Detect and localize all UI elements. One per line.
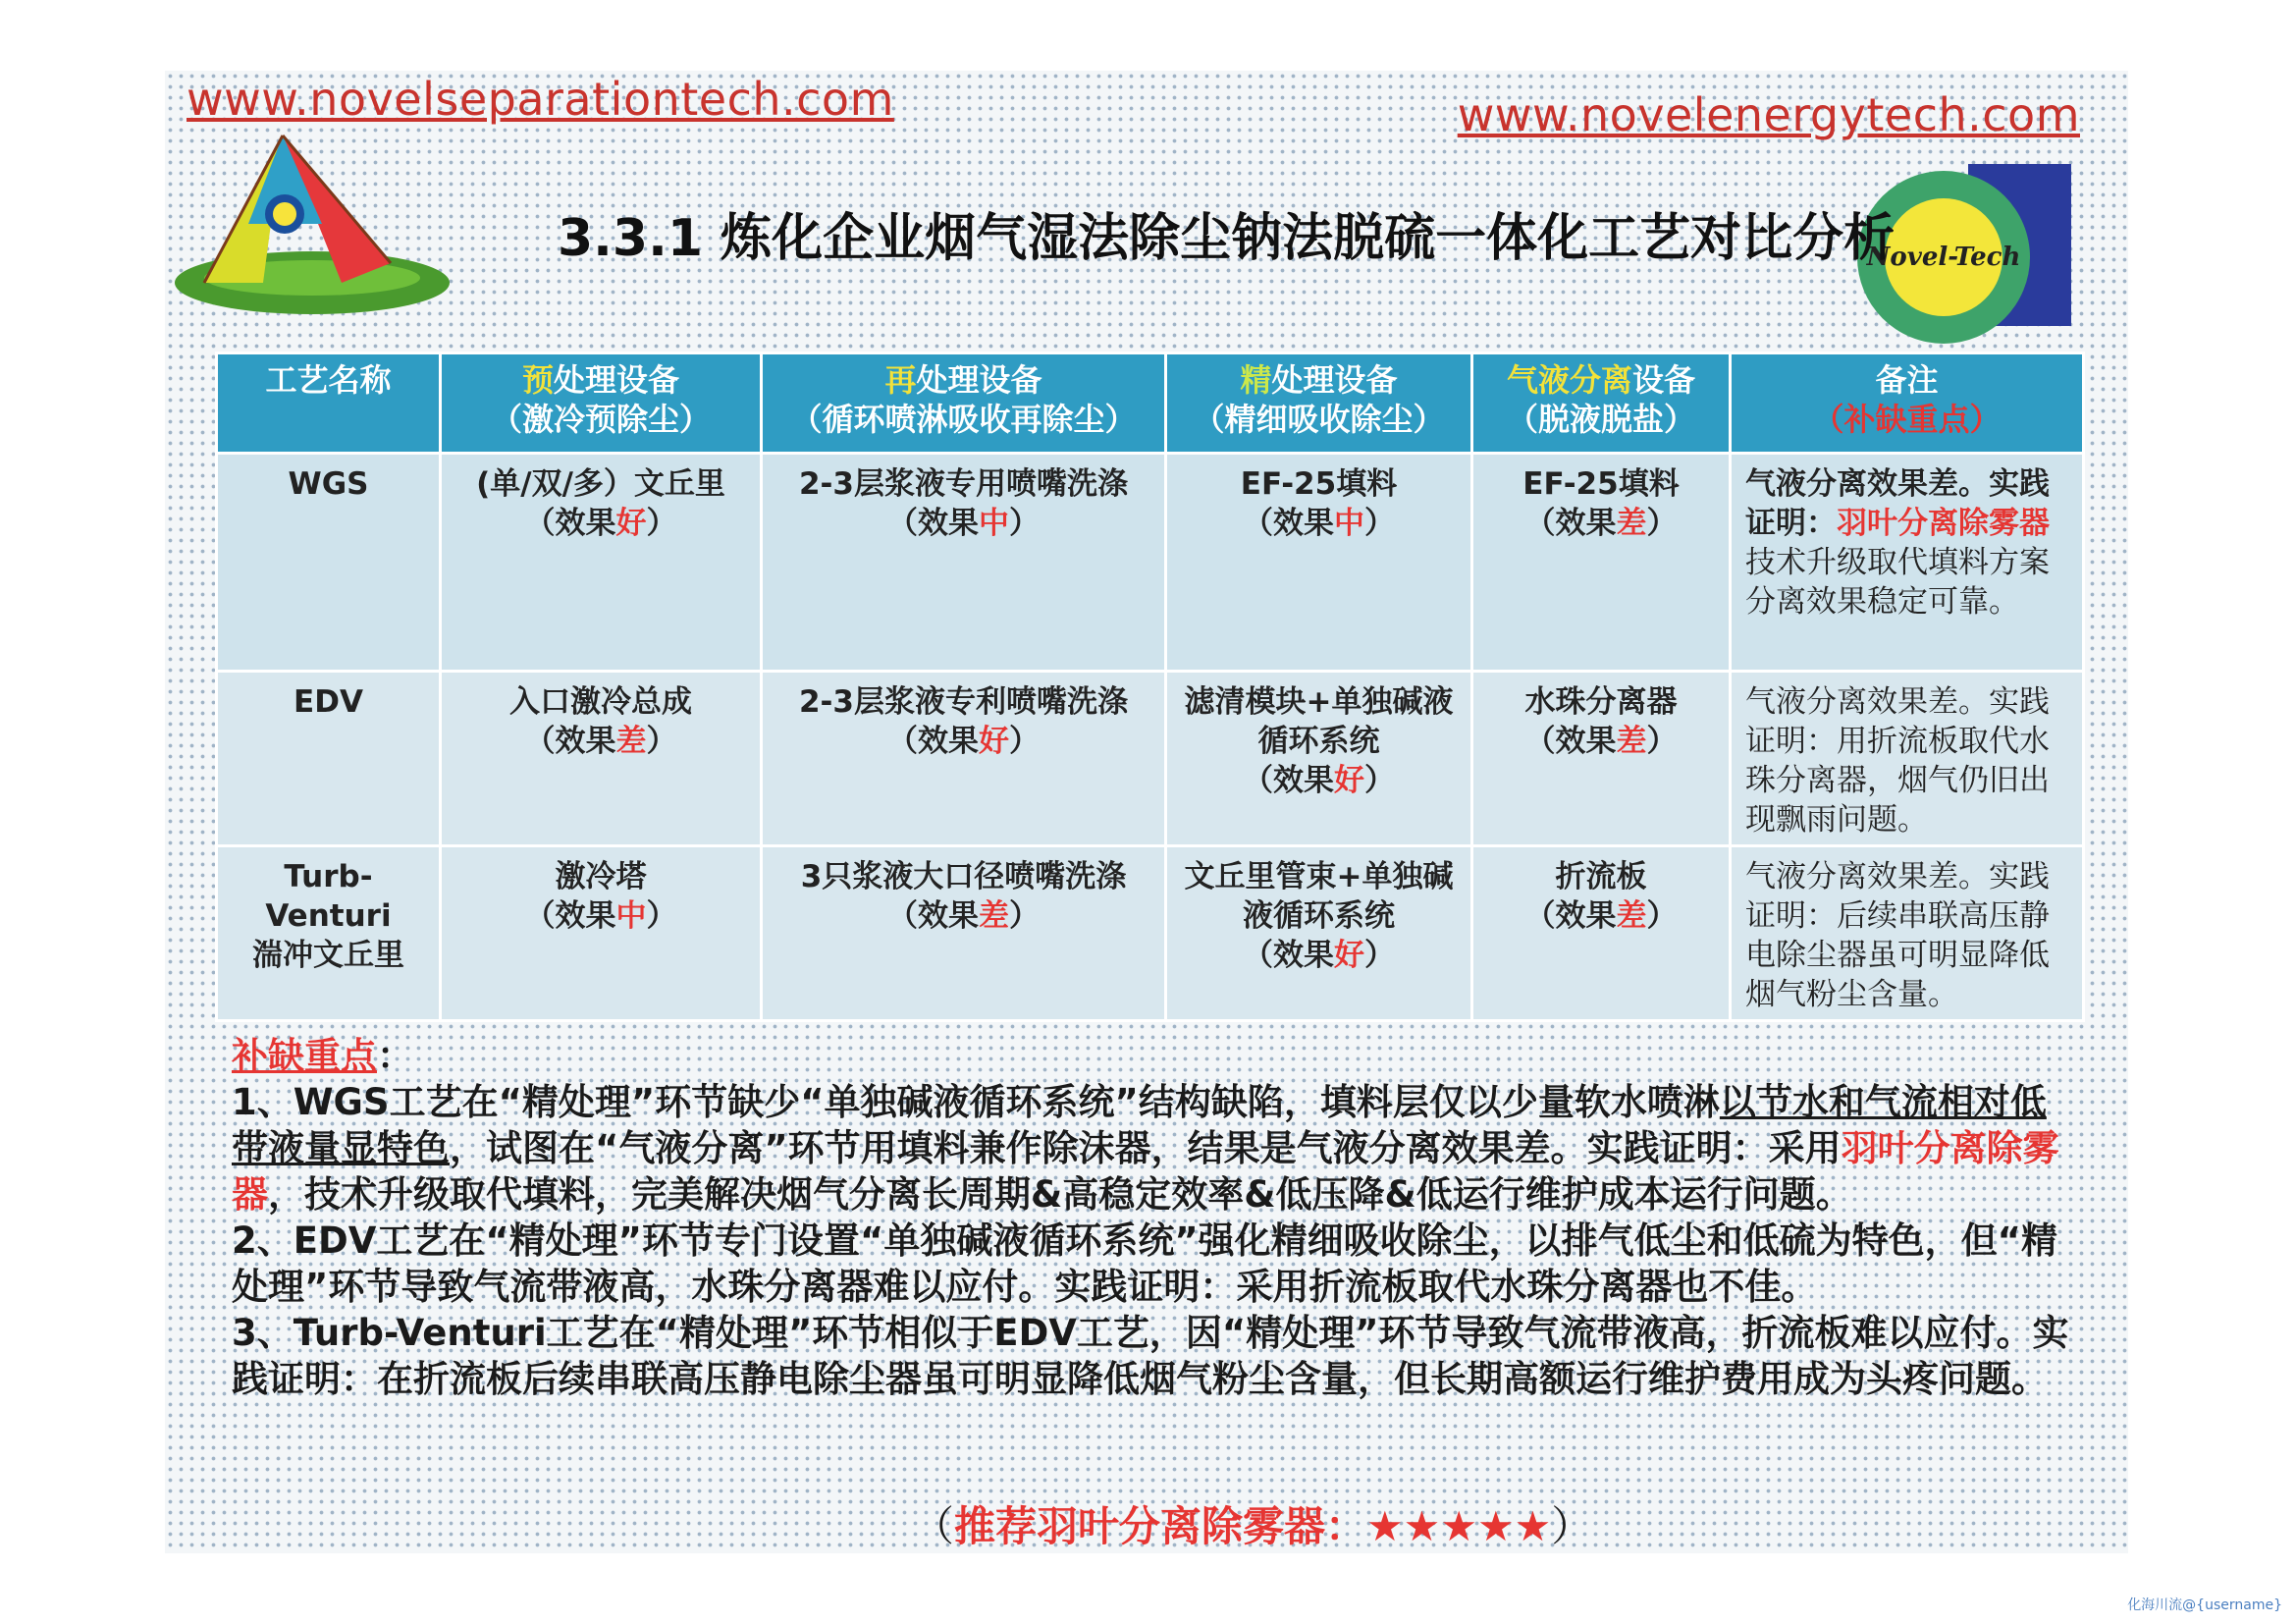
url-right-link[interactable]: www.novelenergytech.com (1457, 88, 2080, 141)
recommendation: （推荐羽叶分离除雾器：★★★★★） (913, 1502, 1593, 1550)
note-turb-venturi: 3、Turb-Venturi工艺在“精处理”环节相似于EDV工艺，因“精处理”环节导致气流带液高，折流板难以应付。实践证明：在折流板后续串联高压静电除尘器虽可明显降低烟气粉尘含量，但长期高额运行维护费用成为头疼问题。 (232, 1312, 2069, 1400)
svg-text:Novel-Tech: Novel-Tech (1866, 243, 2021, 272)
note-edv: 2、EDV工艺在“精处理”环节专门设置“单独碱液循环系统”强化精细吸收除尘，以排气低尘和低硫为特色，但“精处理”环节导致气流带液高，水珠分离器难以应付。实践证明：采用折流板取代水珠分离器也不佳。 (232, 1219, 2057, 1308)
key-notes (232, 1033, 2077, 1402)
cell-pre-treatment: 入口激冷总成 （效果差） (441, 672, 762, 846)
header-remarks: 备注 （补缺重点） (1731, 353, 2084, 454)
cell-re-treatment: 2-3层浆液专利喷嘴洗涤 （效果好） (762, 672, 1166, 846)
cell-fine-treatment: EF-25填料 （效果中） (1166, 454, 1472, 672)
cell-re-treatment: 2-3层浆液专用喷嘴洗涤 （效果中） (762, 454, 1166, 672)
cell-pre-treatment: 激冷塔 （效果中） (441, 846, 762, 1021)
notes-heading: 补缺重点： (232, 1035, 413, 1077)
table-row-wgs (217, 454, 2084, 672)
cell-remarks: 气液分离效果差。实践证明：用折流板取代水珠分离器，烟气仍旧出现飘雨问题。 (1731, 672, 2084, 846)
cell-process-name: WGS (217, 454, 441, 672)
separation-tech-logo (165, 116, 459, 322)
header-fine-treatment: 精处理设备 （精细吸收除尘） (1166, 353, 1472, 454)
table-row-turb-venturi (217, 846, 2084, 1021)
header-process-name: 工艺名称 (217, 353, 441, 454)
page-title: 3.3.1 炼化企业烟气湿法除尘钠法脱硫一体化工艺对比分析 (558, 209, 1896, 268)
cell-process-name: EDV (217, 672, 441, 846)
header-re-treatment: 再处理设备 （循环喷淋吸收再除尘） (762, 353, 1166, 454)
cell-re-treatment: 3只浆液大口径喷嘴洗涤 （效果差） (762, 846, 1166, 1021)
cell-remarks: 气液分离效果差。实践证明：后续串联高压静电除尘器虽可明显降低烟气粉尘含量。 (1731, 846, 2084, 1021)
cell-remarks: 气液分离效果差。实践证明：羽叶分离除雾器技术升级取代填料方案分离效果稳定可靠。 (1731, 454, 2084, 672)
process-comparison-table (215, 352, 2085, 1022)
note-wgs: 1、WGS工艺在“精处理”环节缺少“单独碱液循环系统”结构缺陷，填料层仅以少量软水喷淋以节水和气流相对低带液量显特色，试图在“气液分离”环节用填料兼作除沫器，结果是气液分离效果差。实践证明：采用羽叶分离除雾器，技术升级取代填料，完美解决烟气分离长周期&高稳定效率&低压降&低运行维护成本运行问题。 (232, 1081, 2059, 1216)
cell-pre-treatment: (单/双/多）文丘里 （效果好） (441, 454, 762, 672)
table-row-edv (217, 672, 2084, 846)
url-left-link[interactable]: www.novelseparationtech.com (187, 73, 894, 126)
header-pre-treatment: 预处理设备 （激冷预除尘） (441, 353, 762, 454)
table-header-row (217, 353, 2084, 454)
watermark: 化海川流@{username} (2127, 1597, 2282, 1613)
cell-separation: 水珠分离器 （效果差） (1472, 672, 1731, 846)
cell-process-name: Turb- Venturi 湍冲文丘里 (217, 846, 441, 1021)
cell-separation: EF-25填料 （效果差） (1472, 454, 1731, 672)
header-gas-liquid-separation: 气液分离设备 （脱液脱盐） (1472, 353, 1731, 454)
cell-fine-treatment: 滤清模块+单独碱液循环系统 （效果好） (1166, 672, 1472, 846)
cell-separation: 折流板 （效果差） (1472, 846, 1731, 1021)
cell-fine-treatment: 文丘里管束+单独碱液循环系统 （效果好） (1166, 846, 1472, 1021)
